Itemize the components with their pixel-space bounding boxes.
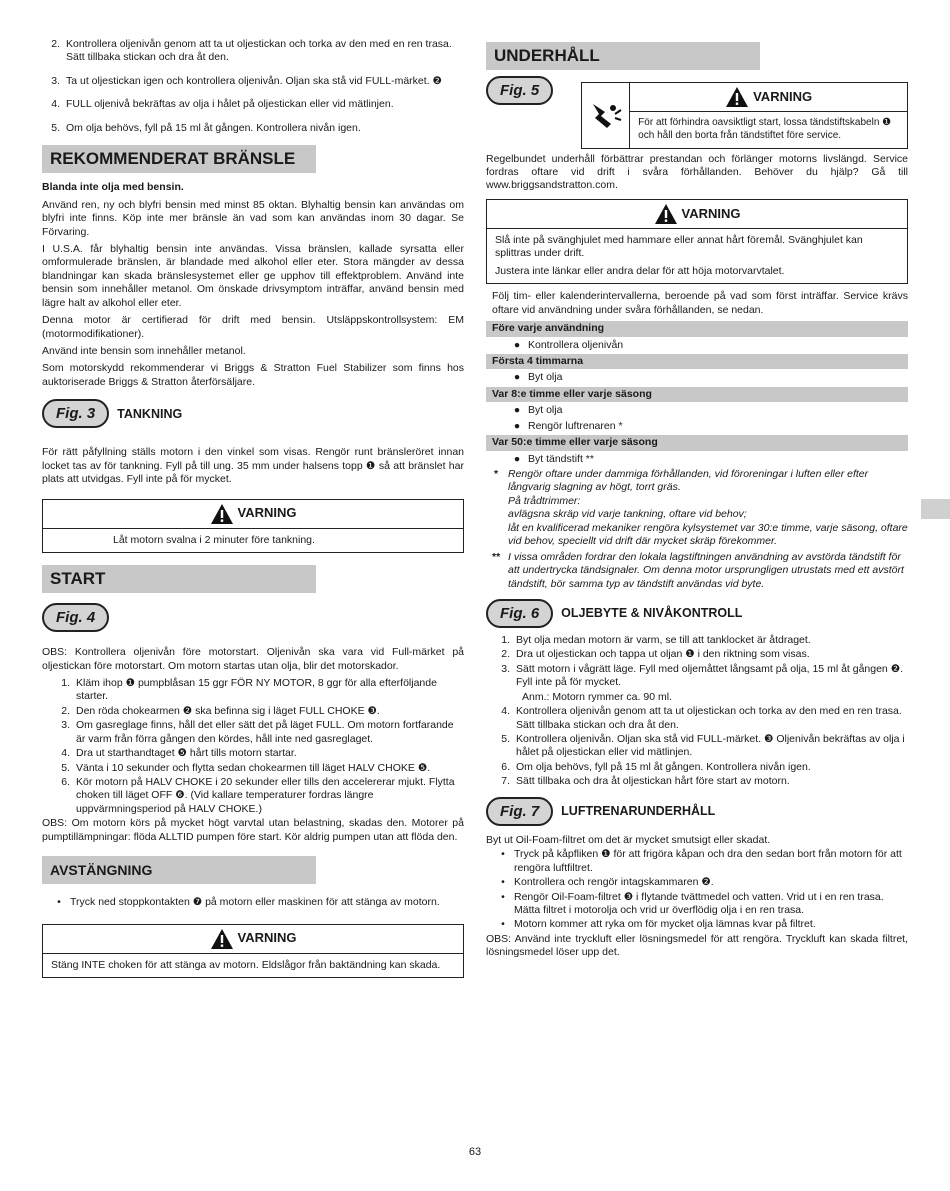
warning-text: Låt motorn svalna i 2 minuter före tankning. [113,533,315,546]
schedule-header: Var 50:e timme eller varje säsong [486,435,908,450]
list-item: 4. Kontrollera oljenivån genom att ta ut oljestickan och torka av den med en ren trasa. Sätt tillbaka stickan och dra åt den. [501,705,902,731]
fuel-paragraph: Använd ren, ny och blyfri bensin med minst 85 oktan. Blyhaltig bensin kan användas om blyfri inte finns. Köp inte mer bränsle än vad som kan användas inom 30 dagar. Se Förvaring. [42,198,464,238]
footnote: ** I vissa områden fordrar den lokala lagstiftningen användning av avstörda tändstift för att undertrycka tändsignaler. Om denna motor ursprungligen utrustats med ett avstört tändstift, bör samma typ av tändstift användas vid byte. [492,550,904,590]
warning-header: VARNING [43,925,463,954]
fuel-paragraph: Använd inte bensin som innehåller metanol. [42,345,246,357]
warning-text: Slå inte på svänghjulet med hammare eller annat hårt föremål. Svänghjulet kan splittras under drift. Justera inte länkar eller andra delar för att höja motorvarvtalet. [487,228,907,283]
fig-title: TANKNING [117,406,183,421]
list-item: 5. Om olja behövs, fyll på 15 ml åt gången. Kontrollera nivån igen. [51,121,361,134]
section-heading-start: START [42,565,316,593]
fuel-paragraph: Som motorskydd rekommenderar vi Briggs & Stratton Fuel Stabilizer som finns hos auktoriserade Briggs & Stratton återförsäljare. [42,362,464,388]
schedule-item: ● Byt olja [513,371,563,384]
list-item: 3. Sätt motorn i vågrätt läge. Fyll med oljemåttet långsamt på olja, 15 ml åt gången ❷. Fyll inte på för mycket. [501,662,904,689]
list-item: 3. Om gasreglage finns, håll det eller sätt det på läget FULL. Om motorn fortfarande är varm från förra gången den kördes, håll inte ned gasreglaget. [61,719,454,745]
start-obs2: OBS: Om motorn körs på mycket högt varvtal utan belastning, skadas den. Motorer på pumptillämpningar: flöda ALLTID pumpen före start. Kör aldrig pumpen utan att flöda den. [42,817,464,843]
fig-title: LUFTRENARUNDERHÅLL [561,804,716,819]
start-obs: OBS: Kontrollera oljenivån före motorstart. Oljenivån ska vara vid Full-märket på oljestickan före motorstart. Om motorn startas utan olja, blir det motorskador. [42,646,464,672]
list-item: 2. Den röda chokearmen ❷ ska befinna sig i läget FULL CHOKE ❸. [61,704,380,717]
list-item: 5. Vänta i 10 sekunder och flytta sedan chokearmen till läget HALV CHOKE ❺. [61,761,431,774]
maintenance-paragraph: Regelbundet underhåll förbättrar prestandan och förlänger motorns livslängd. Service fordras oftare vid drift i svåra förhållanden. Behöver du hjälp? Gå till www.briggsandstratton.com. [486,152,908,192]
fuel-paragraph: I U.S.A. får blyhaltig bensin inte användas. Vissa bränslen, kallade syrsatta eller omformulerade bränslen, är blandade med alkohol eller eter. Stora mängder av dessa blandningar kan skada bränslesystemet eller ge upphov till effektproblem. Använd inte bensin som innehåller metanol. Om önskade drivsymptom inträffar, använd bensin med lägre halt av alkohol eller eter. [42,242,464,309]
list-item: • Motorn kommer att ryka om för mycket olja lämnas kvar på filtret. [501,918,816,931]
list-item: 2. Kontrollera oljenivån genom att ta ut oljestickan och torka av den med en ren trasa. Sätt tillbaka stickan och dra åt den. [51,38,452,64]
warning-header: VARNING [43,500,463,529]
warning-text: För att förhindra oavsiktligt start, lossa tändstiftskabeln ❶ och håll den borta från tändstiftet före service. [638,117,892,141]
fig-label: Fig. 3 [42,399,109,428]
warning-box [581,82,908,149]
section-heading-stop: AVSTÄNGNING [42,856,316,884]
maintenance-paragraph: Följ tim- eller kalenderintervallerna, beroende på vad som först inträffar. Service krävs oftare vid användning under svåra förhållanden, se nedan. [492,290,908,316]
list-item: 1. Kläm ihop ❶ pumpblåsan 15 ggr FÖR NY MOTOR, 8 ggr för alla efterföljande starter. [61,676,437,703]
schedule-item: ● Byt tändstift ** [513,452,594,465]
fig4-row [42,603,464,632]
list-item: 3. Ta ut oljestickan igen och kontrollera oljenivån. Oljan ska stå vid FULL-märket. ❷ [51,74,442,87]
list-item: 4. Dra ut starthandtaget ❺ hårt tills motorn startar. [61,747,297,760]
air-obs: OBS: Använd inte tryckluft eller lösningsmedel för att rengöra. Tryckluft kan skada filtret, lösningsmedel löser upp det. [486,932,908,959]
fuel-paragraph: Denna motor är certifierad för drift med bensin. Utsläppskontrollsystem: EM (motormodifikationer). [42,314,464,340]
list-item: • Kontrollera och rengör intagskammaren ❷. [501,876,714,889]
maintenance-schedule [486,321,908,466]
right-column [486,42,908,964]
warning-icon [210,928,234,950]
warning-icon [210,503,234,525]
warning-icon [654,203,678,225]
spark-plug-icon [582,83,630,148]
list-item: • Tryck på kåpfliken ❶ för att frigöra kåpan och dra den sedan bort från motorn för att rengöra luftfiltret. [501,848,902,874]
start-list [42,677,464,816]
list-item: 6. Kör motorn på HALV CHOKE i 20 sekunder eller tills den accelererar mjukt. Flytta choken till läget OFF ❻. (Vid kallare temperaturer fordras längre uppvärmningsperiod på HALV CHOKE.) [61,776,455,815]
list-item: Anm.: Motorn rymmer ca. 90 ml. [522,690,672,703]
section-heading-maintenance: UNDERHÅLL [486,42,760,70]
fig6-row [486,599,908,628]
warning-box [42,924,464,978]
fig3-row [42,399,464,428]
schedule-item: ● Kontrollera oljenivån [513,338,624,351]
oil-check-list [42,38,464,135]
schedule-item: ● Byt olja [513,404,563,417]
stop-bullet: • Tryck ned stoppkontakten ❼ på motorn eller maskinen för att stänga av motorn. [57,896,440,909]
warning-header: VARNING [630,83,907,112]
warning-box [486,199,908,284]
warning-box [42,499,464,553]
fig-label: Fig. 4 [42,603,109,632]
warning-text: Stäng INTE choken för att stänga av motorn. Eldslågor från baktändning kan skada. [51,958,441,971]
list-item: 5. Kontrollera oljenivån. Oljan ska stå vid FULL-märket. ❸ Oljenivån bekräftas av olja i hålet på oljestickan eller vid mätlinjen. [501,733,905,759]
list-item: • Rengör Oil-Foam-filtret ❸ i flytande tvättmedel och vatten. Vrid ut i en ren trasa. Mätta filtret i motorolja och vrid ur överflödig olja i en ren trasa. [501,890,884,916]
list-item: 1. Byt olja medan motorn är varm, se till att tanklocket är åtdraget. [501,633,811,646]
list-item: 7. Sätt tillbaka och dra åt oljestickan hårt före start av motorn. [501,775,790,788]
fig-label: Fig. 7 [486,797,553,826]
schedule-header: Första 4 timmarna [486,354,908,369]
schedule-header: Var 8:e timme eller varje säsong [486,387,908,402]
fig-label: Fig. 6 [486,599,553,628]
list-item: 6. Om olja behövs, fyll på 15 ml åt gången. Kontrollera nivån igen. [501,760,811,773]
fig-title: OLJEBYTE & NIVÅKONTROLL [561,606,743,621]
list-item: 4. FULL oljenivå bekräftas av olja i hålet på oljestickan eller vid mätlinjen. [51,98,394,111]
schedule-item: ● Rengör luftrenaren * [513,419,623,432]
page-tab [921,499,950,519]
list-item: 2. Dra ut oljestickan och tappa ut oljan ❶ i den riktning som visas. [501,648,810,661]
section-heading-fuel: REKOMMENDERAT BRÄNSLE [42,145,316,173]
footnote: * Rengör oftare under dammiga förhållanden, vid föroreningar i luften eller efter långvarig slagning av högt, torrt gräs. På trådtrimmer: avlägsna skräp vid varje tankning, oftare vid behov; låt en kvalificerad mekaniker rengöra kylsystemet var 30:e timme, varje säsong, oftare vid behov, speciellt vid drift där mycket skräp förekommer. [494,468,908,548]
oil-change-list [486,634,908,789]
page-number: 63 [468,1146,482,1158]
schedule-header: Före varje användning [486,321,908,336]
left-column [42,38,464,984]
fig-label: Fig. 5 [486,76,553,105]
fueling-paragraph: För rätt påfyllning ställs motorn i den vinkel som visas. Rengör runt bränsleröret innan locket tas av för tankning. Fyll på till ung. 35 mm under halsens topp ❶ så att bränslet har plats att utvidgas. Fyll inte på för mycket. [42,446,464,486]
air-bullets [486,848,908,932]
air-intro: Byt ut Oil-Foam-filtret om det är mycket smutsigt eller skadat. [486,833,771,846]
warning-icon [725,86,749,108]
fuel-bold: Blanda inte olja med bensin. [42,181,184,194]
warning-header: VARNING [487,200,907,228]
fig7-row [486,797,908,826]
fig5-row [486,78,908,149]
